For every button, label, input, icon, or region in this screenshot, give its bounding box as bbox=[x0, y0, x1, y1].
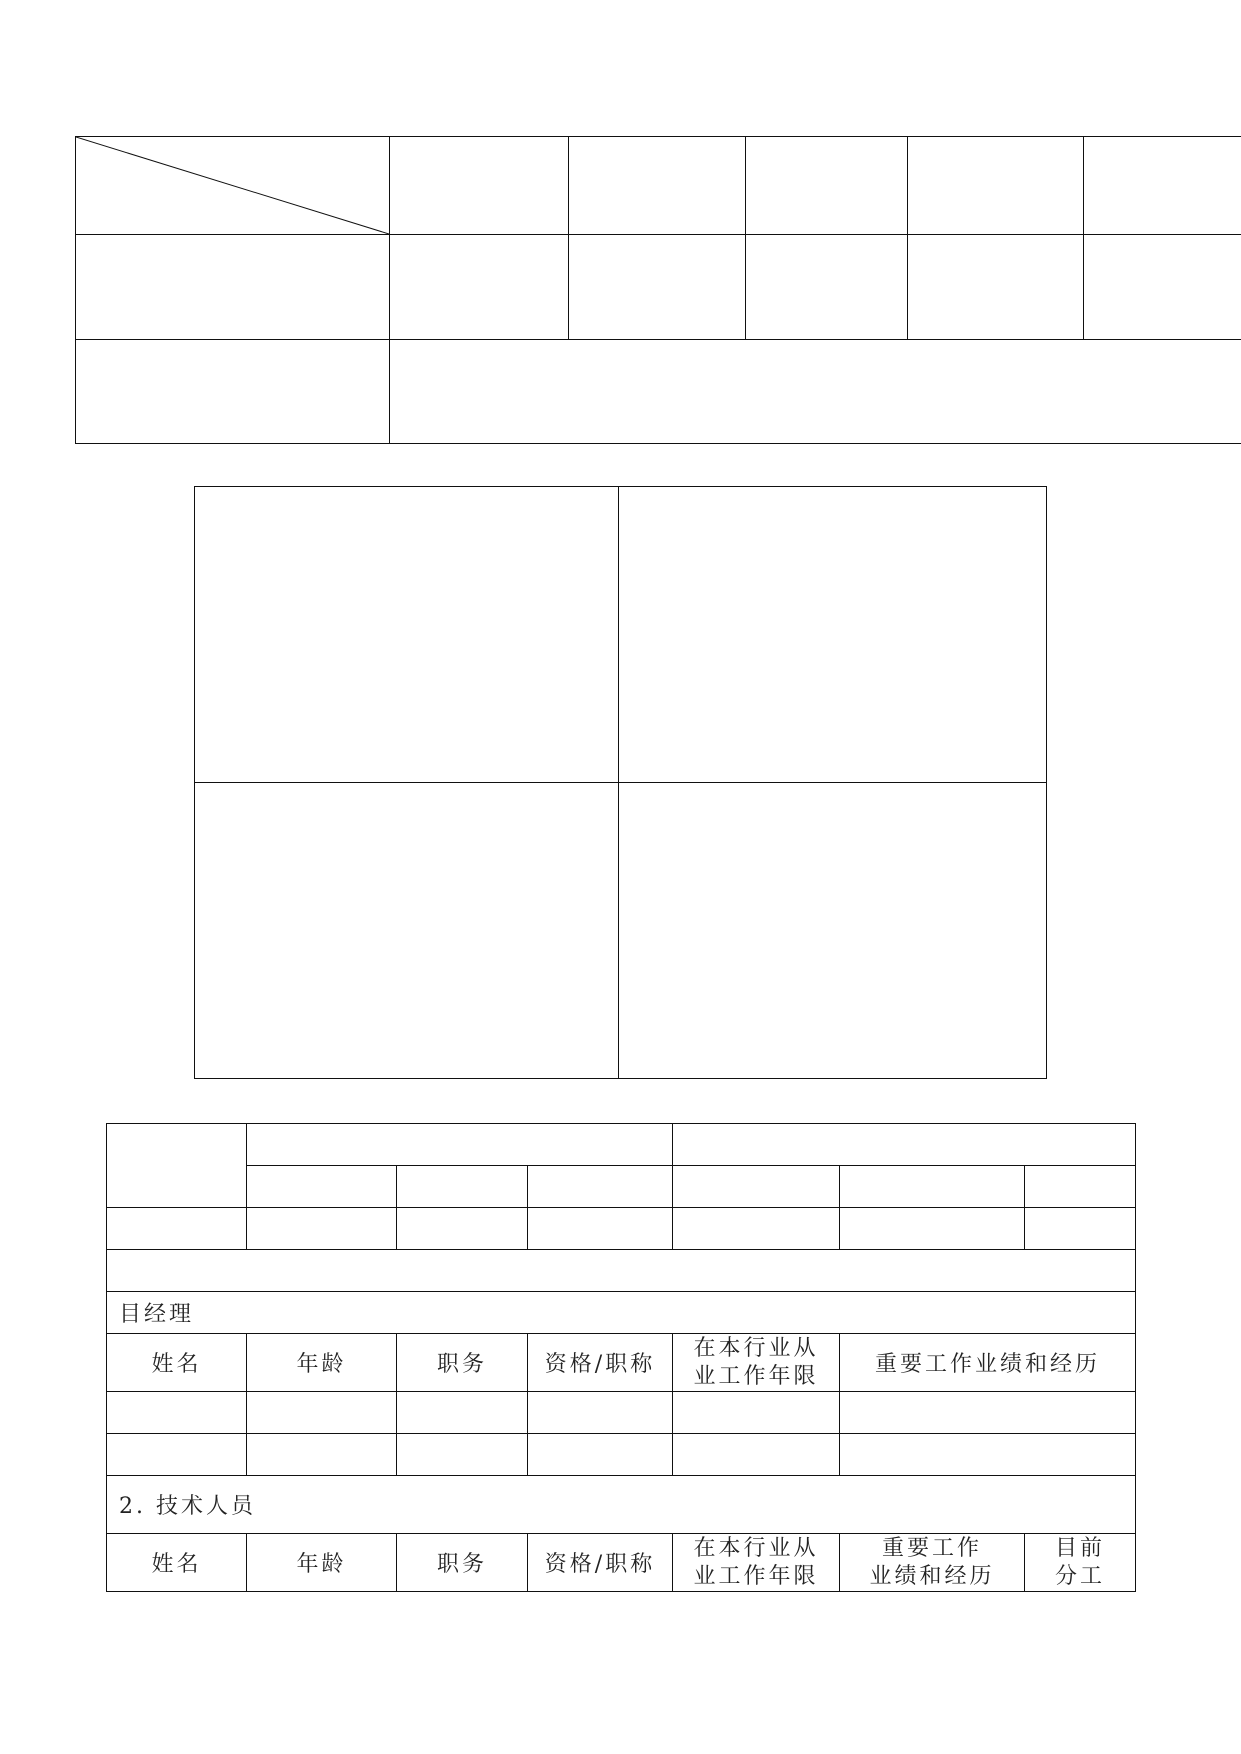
table-cell bbox=[247, 1166, 397, 1208]
table-cell[interactable] bbox=[247, 1434, 397, 1476]
table-cell[interactable] bbox=[840, 1392, 1136, 1434]
table-cell bbox=[247, 1208, 397, 1250]
table-row bbox=[107, 1434, 1136, 1476]
table-cell bbox=[569, 137, 746, 235]
table-row bbox=[107, 1392, 1136, 1434]
table-row bbox=[195, 783, 1047, 1079]
table-cell bbox=[195, 487, 619, 783]
table-cell[interactable] bbox=[673, 1434, 840, 1476]
table-cell bbox=[908, 235, 1084, 340]
table-cell bbox=[247, 1124, 673, 1166]
table-cell bbox=[390, 340, 1241, 444]
header-age: 年龄 bbox=[247, 1534, 397, 1592]
table-cell bbox=[746, 235, 908, 340]
table-cell bbox=[390, 137, 569, 235]
personnel-table bbox=[106, 1123, 1136, 1592]
table-cell bbox=[908, 137, 1084, 235]
table-cell bbox=[746, 137, 908, 235]
table-cell bbox=[619, 487, 1047, 783]
table-cell[interactable] bbox=[528, 1392, 673, 1434]
table-cell[interactable] bbox=[107, 1434, 247, 1476]
table-row bbox=[195, 487, 1047, 783]
table-cell bbox=[107, 1208, 247, 1250]
header-qualification: 资格/职称 bbox=[528, 1534, 673, 1592]
header-age: 年龄 bbox=[247, 1334, 397, 1392]
table-cell[interactable] bbox=[247, 1392, 397, 1434]
table-row bbox=[107, 1334, 1136, 1392]
header-achievements bbox=[840, 1534, 1025, 1592]
header-current-role-line-2: 分工 bbox=[1055, 1563, 1106, 1589]
header-name: 姓名 bbox=[107, 1534, 247, 1592]
table-row bbox=[107, 1124, 1136, 1166]
table-cell[interactable] bbox=[840, 1434, 1136, 1476]
header-current-role bbox=[1025, 1534, 1136, 1592]
header-years-line-1: 在本行业从 bbox=[693, 1335, 819, 1361]
table-cell bbox=[397, 1208, 528, 1250]
header-achievements-line-2: 业绩和经历 bbox=[869, 1563, 995, 1589]
section-label-project-manager: 目经理 bbox=[107, 1292, 1136, 1334]
table-row bbox=[76, 340, 1241, 444]
table-row bbox=[107, 1292, 1136, 1334]
header-years-in-industry bbox=[673, 1334, 840, 1392]
quad-box-table bbox=[194, 486, 1047, 1079]
table-cell bbox=[390, 235, 569, 340]
table-cell bbox=[1025, 1166, 1136, 1208]
table-cell bbox=[840, 1166, 1025, 1208]
table-cell bbox=[1025, 1208, 1136, 1250]
table-cell[interactable] bbox=[673, 1392, 840, 1434]
table-row bbox=[107, 1166, 1136, 1208]
header-position: 职务 bbox=[397, 1334, 528, 1392]
header-qualification: 资格/职称 bbox=[528, 1334, 673, 1392]
header-years-line-2: 业工作年限 bbox=[693, 1563, 819, 1589]
table-cell bbox=[76, 340, 390, 444]
table-cell bbox=[76, 235, 390, 340]
header-position: 职务 bbox=[397, 1534, 528, 1592]
table-cell[interactable] bbox=[107, 1392, 247, 1434]
table-cell bbox=[1084, 235, 1241, 340]
table-row bbox=[107, 1534, 1136, 1592]
table-row bbox=[107, 1250, 1136, 1292]
table-cell bbox=[569, 235, 746, 340]
header-years-line-1: 在本行业从 bbox=[693, 1535, 819, 1561]
table-cell bbox=[107, 1250, 1136, 1292]
table-cell bbox=[528, 1166, 673, 1208]
table-row bbox=[107, 1208, 1136, 1250]
table-cell bbox=[673, 1208, 840, 1250]
table-cell bbox=[619, 783, 1047, 1079]
header-achievements: 重要工作业绩和经历 bbox=[840, 1334, 1136, 1392]
table-cell[interactable] bbox=[528, 1434, 673, 1476]
table-cell bbox=[397, 1166, 528, 1208]
table-cell[interactable] bbox=[397, 1434, 528, 1476]
header-years-in-industry bbox=[673, 1534, 840, 1592]
table-cell bbox=[1084, 137, 1241, 235]
header-achievements-line-1: 重要工作 bbox=[882, 1535, 983, 1561]
table-cell bbox=[195, 783, 619, 1079]
diagonal-line bbox=[76, 137, 389, 234]
table-row bbox=[76, 235, 1241, 340]
table-row bbox=[76, 137, 1241, 235]
header-years-line-2: 业工作年限 bbox=[693, 1363, 819, 1389]
diagonal-header-cell bbox=[76, 137, 390, 235]
table-cell bbox=[528, 1208, 673, 1250]
header-current-role-line-1: 目前 bbox=[1055, 1535, 1106, 1561]
header-name: 姓名 bbox=[107, 1334, 247, 1392]
summary-grid-table bbox=[75, 136, 1241, 444]
table-cell bbox=[673, 1166, 840, 1208]
section-label-technical-staff: 2. 技术人员 bbox=[107, 1476, 1136, 1534]
table-cell bbox=[107, 1124, 247, 1208]
table-row bbox=[107, 1476, 1136, 1534]
table-cell bbox=[673, 1124, 1136, 1166]
table-cell bbox=[840, 1208, 1025, 1250]
table-cell[interactable] bbox=[397, 1392, 528, 1434]
